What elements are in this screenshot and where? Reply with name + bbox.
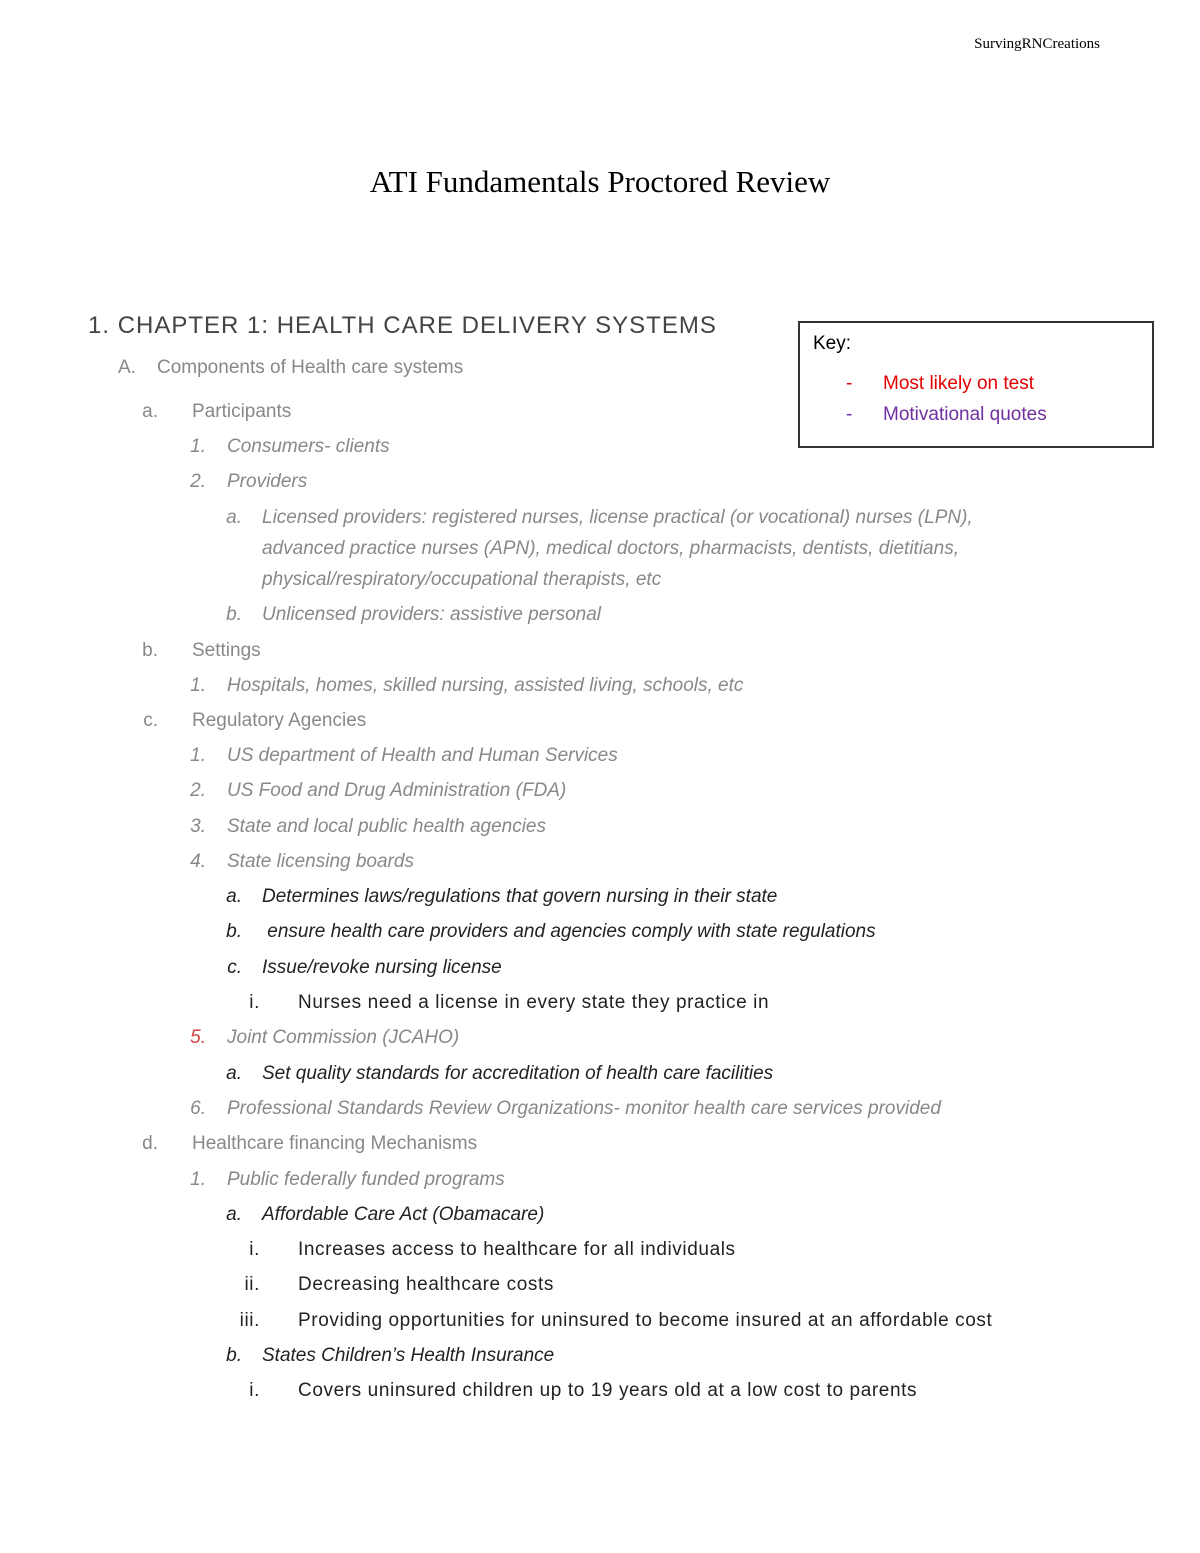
- outline-marker: a.: [226, 1063, 242, 1084]
- key-dash: -: [846, 404, 853, 425]
- outline-marker: i.: [249, 1380, 260, 1401]
- outline-marker: 2.: [190, 471, 206, 492]
- outline-text: ensure health care providers and agencies comply with state regulations: [262, 921, 876, 942]
- page-title: ATI Fundamentals Proctored Review: [369, 164, 831, 199]
- outline-text: Consumers- clients: [227, 436, 390, 457]
- outline-text: advanced practice nurses (APN), medical doctors, pharmacists, dentists, dietitians,: [262, 538, 959, 559]
- outline-text: Regulatory Agencies: [192, 710, 367, 731]
- outline-text: Set quality standards for accreditation of health care facilities: [262, 1063, 774, 1084]
- outline-marker: 6.: [190, 1098, 206, 1119]
- outline-marker: c.: [227, 957, 242, 978]
- outline-marker: ii.: [244, 1274, 260, 1295]
- outline-text: US Food and Drug Administration (FDA): [227, 780, 567, 801]
- chapter-number: 1.: [88, 312, 111, 339]
- outline-text: Providing opportunities for uninsured to become insured at an affordable cost: [298, 1310, 993, 1331]
- key-title: Key:: [813, 333, 852, 354]
- outline-marker: c.: [143, 710, 158, 731]
- outline-text: Joint Commission (JCAHO): [227, 1027, 460, 1048]
- outline-text: Healthcare financing Mechanisms: [192, 1133, 478, 1154]
- legend-key-box: [798, 321, 1154, 448]
- outline-marker: a.: [226, 1204, 242, 1225]
- outline-marker: a.: [226, 507, 242, 528]
- outline-text: Nurses need a license in every state they practice in: [298, 992, 770, 1013]
- chapter-heading: [88, 312, 717, 340]
- outline-marker: 1.: [190, 436, 206, 457]
- outline-text: State and local public health agencies: [227, 816, 547, 837]
- outline-text: physical/respiratory/occupational therapists, etc: [262, 569, 662, 590]
- outline-text: Covers uninsured children up to 19 years old at a low cost to parents: [298, 1380, 918, 1401]
- key-label: Motivational quotes: [883, 404, 1047, 425]
- outline-marker: 4.: [190, 851, 206, 872]
- outline-marker: 1.: [190, 675, 206, 696]
- outline-marker: d.: [142, 1133, 158, 1154]
- outline-text: Participants: [192, 401, 292, 422]
- brand-header: SurvingRNCreations: [974, 36, 1100, 52]
- outline-marker: i.: [249, 1239, 260, 1260]
- outline-text: Affordable Care Act (Obamacare): [262, 1204, 545, 1225]
- outline-text: Licensed providers: registered nurses, license practical (or vocational) nurses (LPN),: [262, 507, 973, 528]
- outline-text: Public federally funded programs: [227, 1169, 505, 1190]
- outline-marker: i.: [249, 992, 260, 1013]
- chapter-label: CHAPTER 1: HEALTH CARE DELIVERY SYSTEMS: [117, 312, 717, 339]
- key-dash: -: [846, 373, 853, 394]
- outline-text: Issue/revoke nursing license: [262, 957, 502, 978]
- outline-marker: a.: [226, 886, 242, 907]
- outline-marker: b.: [226, 1345, 242, 1366]
- outline-marker: b.: [142, 640, 158, 661]
- outline-marker: 5.: [190, 1027, 206, 1048]
- key-label: Most likely on test: [883, 373, 1034, 394]
- outline-text: State licensing boards: [227, 851, 414, 872]
- outline-marker: 3.: [190, 816, 206, 837]
- outline-marker: iii.: [239, 1310, 260, 1331]
- outline-marker: 1.: [190, 1169, 206, 1190]
- outline-text: Decreasing healthcare costs: [298, 1274, 554, 1295]
- outline-marker: A.: [118, 357, 136, 378]
- outline-text: US department of Health and Human Services: [227, 745, 618, 766]
- outline-text: Determines laws/regulations that govern nursing in their state: [262, 886, 778, 907]
- outline-marker: a.: [142, 401, 158, 422]
- outline-text: Hospitals, homes, skilled nursing, assisted living, schools, etc: [227, 675, 744, 696]
- outline-marker: b.: [226, 604, 242, 625]
- outline-marker: b.: [226, 921, 242, 942]
- outline-text: Increases access to healthcare for all individuals: [298, 1239, 736, 1260]
- outline-text: Settings: [192, 640, 261, 661]
- outline-text: States Children’s Health Insurance: [262, 1345, 555, 1366]
- outline-marker: 1.: [190, 745, 206, 766]
- outline-text: Unlicensed providers: assistive personal: [262, 604, 601, 625]
- outline-text: Providers: [227, 471, 308, 492]
- outline-text: Professional Standards Review Organizations- monitor health care services provided: [227, 1098, 941, 1119]
- outline-marker: 2.: [190, 780, 206, 801]
- outline-text: Components of Health care systems: [157, 357, 464, 378]
